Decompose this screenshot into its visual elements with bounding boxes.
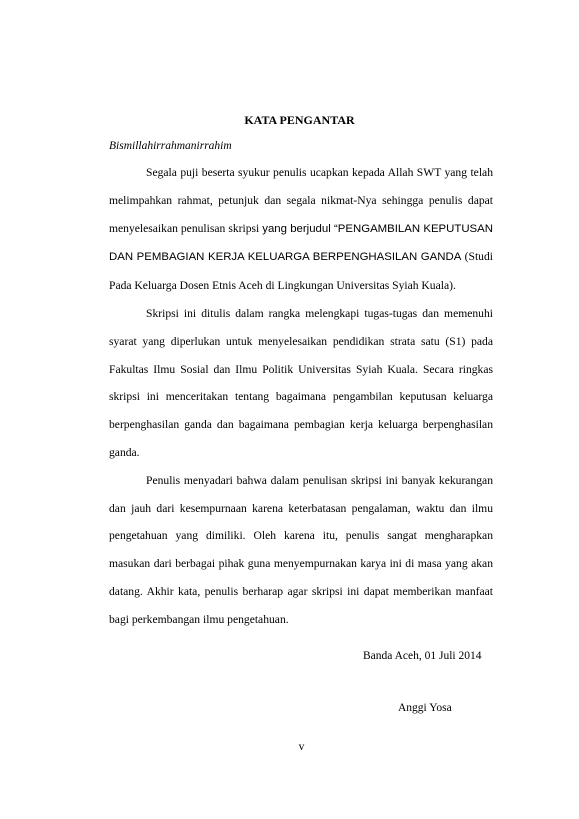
page-number: v bbox=[298, 741, 305, 753]
paragraph-2: Skripsi ini ditulis dalam rangka melengkapi tugas-tugas dan memenuhi syarat yang diperlukan untuk menyelesaikan pendidikan strata satu (S1) pada Fakultas Ilmu Sosial dan Ilmu Politik Universitas Syiah Kuala. Secara ringkas skripsi ini menceritakan tentang bagaimana pengambilan keputusan keluarga berpenghasilan ganda dan bagaimana pembagian kerja keluarga berpenghasilan ganda. bbox=[109, 306, 493, 459]
page-title: KATA PENGANTAR bbox=[244, 113, 355, 127]
place-date: Banda Aceh, 01 Juli 2014 bbox=[363, 650, 482, 662]
paragraph-1-lead: Segala puji beserta syukur penulis ucapkan kepada Allah SWT yang telah melimpahkan rahmat, petunjuk dan segala nikmat-Nya sehingga penulis dapat menyelesaikan penulisan skripsi bbox=[109, 166, 493, 235]
opening-invocation: Bismillahirrahmanirrahim bbox=[109, 140, 232, 152]
paragraph-1 bbox=[109, 159, 493, 300]
paragraph-3: Penulis menyadari bahwa dalam penulisan skripsi ini banyak kekurangan dan jauh dari kesempurnaan karena keterbatasan pengalaman, waktu dan ilmu pengetahuan yang dimiliki. Oleh karena itu, penulis sangat mengharapkan masukan dari berbagai pihak guna menyempurnakan karya ini di masa yang akan datang. Akhir kata, penulis berharap agar skripsi ini dapat memberikan manfaat bagi perkembangan ilmu pengetahuan. bbox=[109, 473, 493, 626]
body-text bbox=[109, 159, 493, 634]
author-name: Anggi Yosa bbox=[398, 702, 452, 714]
paragraph-1-tail: (Studi Pada Keluarga Dosen Etnis Aceh di Lingkungan Universitas Syiah Kuala). bbox=[109, 250, 493, 293]
thesis-title-text: yang berjudul “PENGAMBILAN KEPUTUSAN DAN PEMBAGIAN KERJA KELUARGA BERPENGHASILAN GANDA bbox=[109, 222, 493, 264]
